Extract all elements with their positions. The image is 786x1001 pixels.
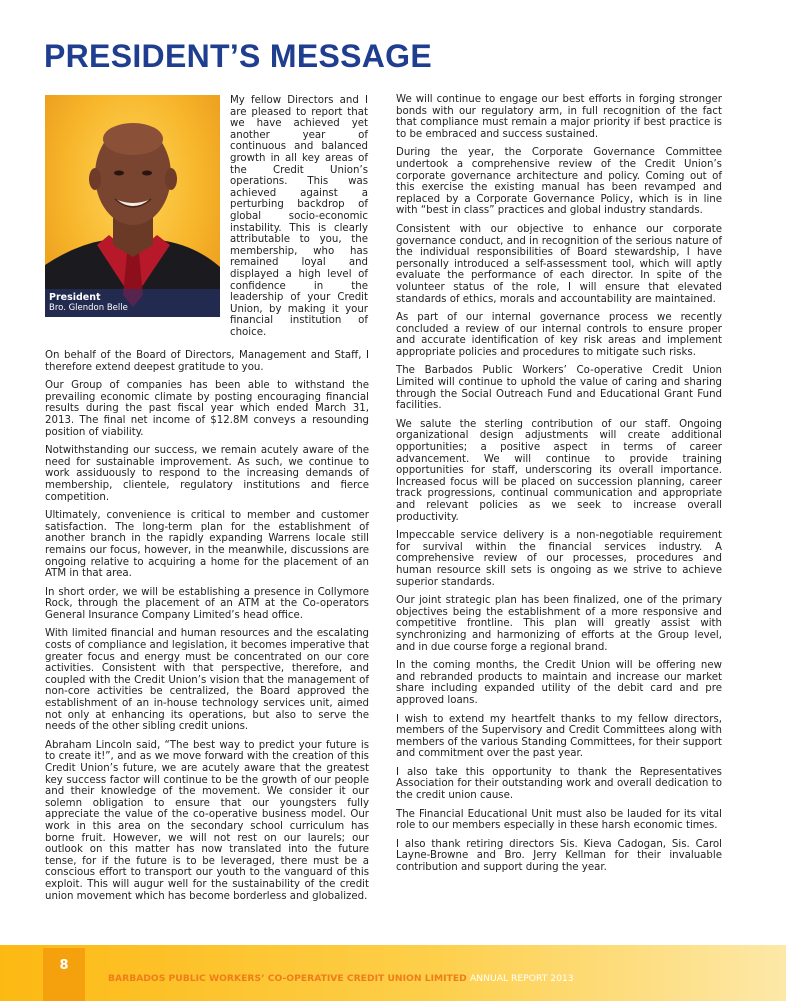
body-paragraph: On behalf of the Board of Directors, Management and Staff, I therefore extend deepest gratitude to you.	[45, 350, 369, 373]
body-paragraph: In short order, we will be establishing a presence in Collymore Rock, through the placement of an ATM at the Co-operators General Insurance Company Limited’s head office.	[45, 586, 369, 621]
body-paragraph: The Financial Educational Unit must also be lauded for its vital role to our members especially in these harsh economic times.	[396, 808, 722, 832]
page-number: 8	[43, 948, 85, 1001]
body-paragraph: With limited financial and human resources and the escalating costs of compliance and legislation, it becomes imperative that greater focus and energy must be concentrated on our core activities. Consistent with that perspective, therefore, and coupled with the Credit Union’s vision that the management of non-core activities be centralized, the Board approved the establishment of an in-house technology services unit, aimed not only at enhancing its operations, but also to serve the needs of the other sibling credit unions.	[45, 628, 369, 733]
body-paragraph: Impeccable service delivery is a non-negotiable requirement for survival within the financial services industry. A comprehensive review of our processes, procedures and human resource skill sets is ongoing as we strive to achieve superior standards.	[396, 530, 722, 588]
footer-report-label: ANNUAL REPORT 2013	[469, 973, 574, 984]
body-paragraph: Notwithstanding our success, we remain acutely aware of the need for sustainable improvement. As such, we continue to work assiduously to respond to the increasing demands of membership, clientele, regulatory institutions and fierce competition.	[45, 445, 369, 503]
page-title: PRESIDENT’S MESSAGE	[44, 38, 432, 74]
body-paragraph: I also thank retiring directors Sis. Kieva Cadogan, Sis. Carol Layne-Browne and Bro. Jerry Kellman for their invaluable contribution and support during the year.	[396, 838, 722, 874]
body-paragraph: Ultimately, convenience is critical to member and customer satisfaction. The long-term plan for the establishment of another branch in the rapidly expanding Warrens locale still remains our focus, however, in the meanwhile, discussions are ongoing relative to acquiring a home for the placement of an ATM in that area.	[45, 510, 369, 580]
portrait-illustration	[45, 95, 220, 317]
footer-text	[108, 973, 574, 984]
body-paragraph: Our joint strategic plan has been finalized, one of the primary objectives being the establishment of a more responsive and competitive frontline. This plan will greatly assist with synchronizing and harmonizing of efforts at the Group level, and in due course forge a regional brand.	[396, 595, 722, 653]
caption-name: Bro. Glendon Belle	[49, 303, 128, 313]
body-paragraph: Consistent with our objective to enhance our corporate governance conduct, and in recognition of the serious nature of the individual responsibilities of Board stewardship, I have personally introduced a self-assessment tool, which will aptly evaluate the performance of each director. In spite of the volunteer status of the role, I will ensure that elevated standards of ethics, morals and accountability are maintained.	[396, 223, 722, 305]
body-paragraph: In the coming months, the Credit Union will be offering new and rebranded products to maintain and increase our market share including expanded utility of the debit card and pre approved loans.	[396, 660, 722, 706]
body-paragraph: We will continue to engage our best efforts in forging stronger bonds with our regulatory arm, in full recognition of the fact that compliance must remain a major priority if best practice is to be embraced and success sustained.	[396, 94, 722, 140]
left-column	[45, 350, 369, 909]
president-photo	[45, 95, 220, 317]
right-column	[396, 94, 722, 881]
footer-organization: BARBADOS PUBLIC WORKERS’ CO-OPERATIVE CREDIT UNION LIMITED	[108, 973, 467, 984]
body-paragraph: The Barbados Public Workers’ Co-operative Credit Union Limited will continue to uphold the value of caring and sharing through the Social Outreach Fund and Educational Grant Fund facilities.	[396, 365, 722, 412]
body-paragraph: I wish to extend my heartfelt thanks to my fellow directors, members of the Supervisory and Credit Committees along with members of the various Standing Committees, for their support and commitment over the past year.	[396, 713, 722, 760]
body-paragraph: Our Group of companies has been able to withstand the prevailing economic climate by posting encouraging financial results during the past fiscal year which ended March 31, 2013. The final net income of $12.8M conveys a resounding position of viability.	[45, 380, 369, 438]
body-paragraph: As part of our internal governance process we recently concluded a review of our internal controls to ensure proper and accurate identification of key risk areas and implement appropriate policies and procedures to mitigate such risks.	[396, 312, 722, 358]
body-paragraph: Abraham Lincoln said, “The best way to predict your future is to create it!”, and as we move forward with the creation of this Credit Union’s future, we are acutely aware that the greatest key success factor will continue to be the growth of our people and their knowledge of the movement. We consider it our solemn obligation to ensure that our youngsters fully appreciate the value of the co-operative business model. Our work in this area on the secondary school curriculum has borne fruit. However, we will not rest on our laurels; our outlook on this matter has now translated into the future tense, for if the future is to be leveraged, there must be a conscious effort to transport our youth to the vanguard of this exploit. This will augur well for the sustainability of the credit union movement which has become borderless and globalized.	[45, 739, 369, 902]
body-paragraph: I also take this opportunity to thank the Representatives Association for their outstanding work and overall dedication to the credit union cause.	[396, 766, 722, 802]
caption-role: President	[49, 292, 101, 303]
photo-caption	[45, 289, 220, 317]
body-paragraph: During the year, the Corporate Governance Committee undertook a comprehensive review of the Credit Union’s corporate governance architecture and policy. Coming out of this exercise the existing manual has been revamped and replaced by a Corporate Governance Policy, which is in line with “best in class” practices and global industry standards.	[396, 147, 722, 217]
body-paragraph: We salute the sterling contribution of our staff. Ongoing organizational design adjustments will create additional opportunities; a positive aspect in terms of career advancement. We will continue to provide training opportunities for staff, underscoring its overall importance. Increased focus will be placed on succession planning, career track progressions, continual communication and appropriate and relevant policies as we seek to increase overall productivity.	[396, 418, 722, 523]
intro-paragraph: My fellow Directors and I are pleased to report that we have achieved yet another year of continuous and balanced growth in all key areas of the Credit Union’s operations. This was achieved against a perturbing backdrop of global socio-economic instability. This is clearly attributable to you, the membership, who has remained loyal and displayed a high level of confidence in the leadership of your Credit Union, by making it your financial institution of choice.	[230, 95, 368, 338]
